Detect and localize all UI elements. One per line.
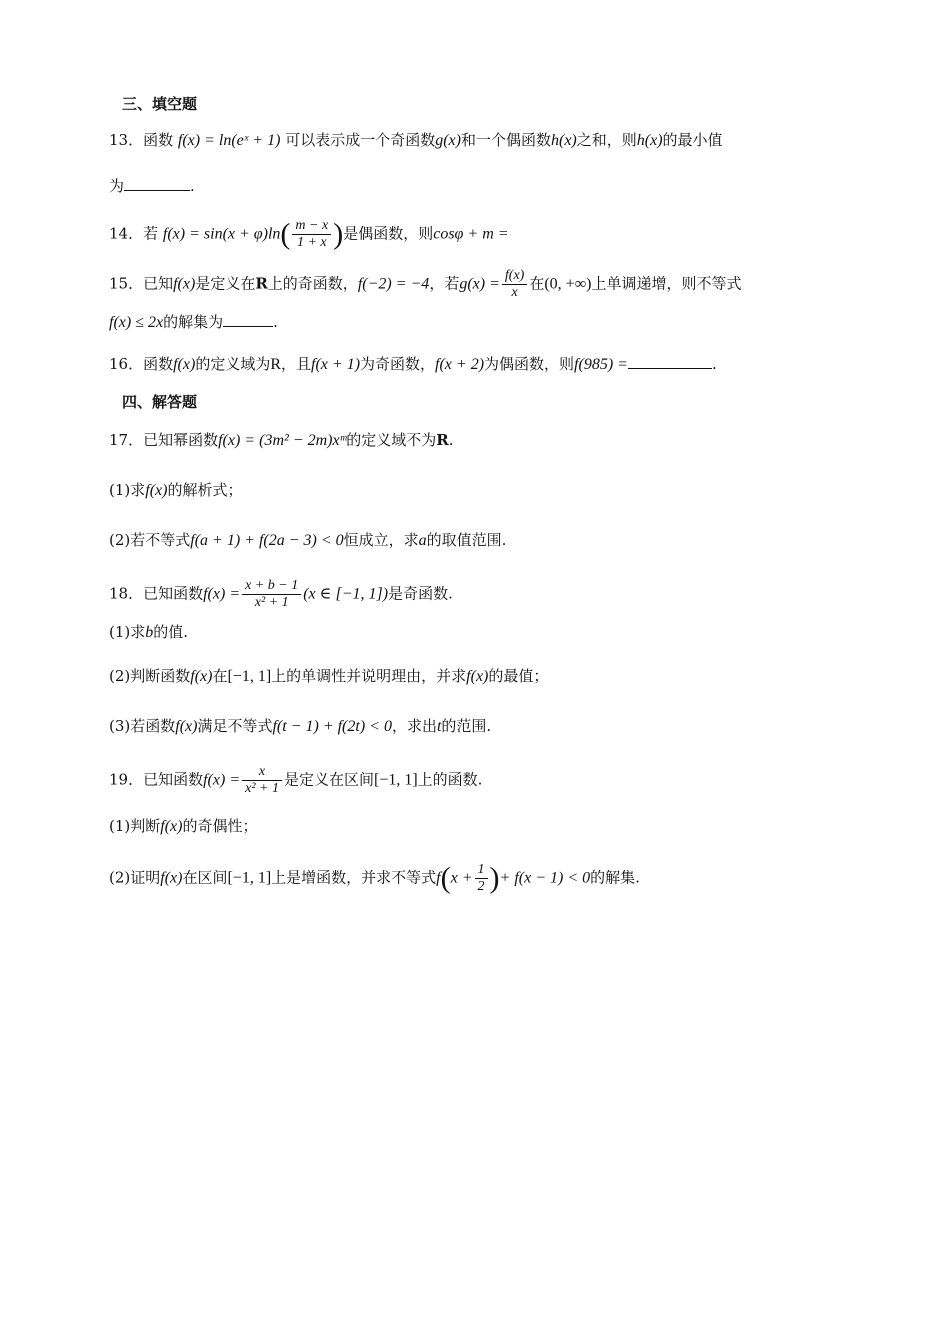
question-15-line1: 15．已知f(x)是定义在R上的奇函数，f(−2) = −4，若g(x) = $\frac{f(x)}{x}$ 在(0, +∞)上单调递增，则不等式 bbox=[109, 268, 742, 300]
question-18-part2: (2)判断函数f(x)在[−1, 1]上的单调性并说明理由，并求f(x)的最值； bbox=[109, 667, 549, 685]
question-17-part2: (2)若不等式f(a + 1) + f(2a − 3) < 0恒成立，求a的取值范围. bbox=[109, 531, 507, 549]
question-17: 17．已知幂函数f(x) = (3m² − 2m)xᵐ的定义域不为R. bbox=[109, 431, 454, 449]
question-18: 18．已知函数f(x) = $\frac{x + b - 1}{\text{x² + 1}}$ (x ∈ [−1, 1])是奇函数. bbox=[109, 578, 453, 610]
answer-blank[interactable] bbox=[223, 312, 273, 327]
question-19-part1: (1)判断f(x)的奇偶性； bbox=[109, 817, 258, 835]
answer-blank[interactable] bbox=[124, 176, 190, 191]
question-14: 14．若 f(x) = sin(x + φ)ln( $\frac{m - x}{1 + x}$ )是偶函数，则cosφ + m = bbox=[109, 217, 509, 251]
fraction: $\frac{m - x}{1 + x}$ bbox=[292, 218, 331, 251]
fraction: $\frac{1}{2}$ bbox=[475, 862, 488, 895]
question-17-part1: (1)求f(x)的解析式； bbox=[109, 481, 243, 499]
fraction: $\frac{x + b - 1}{\text{x² + 1}}$ bbox=[242, 578, 301, 611]
fraction: $\frac{f(x)}{x}$ bbox=[502, 268, 527, 301]
question-19: 19．已知函数f(x) = $\frac{x}{\text{x² + 1}}$ 是定义在区间[−1, 1]上的函数. bbox=[109, 764, 483, 796]
question-16: 16．函数f(x)的定义域为R，且f(x + 1)为奇函数，f(x + 2)为偶函数，则f(985) = . bbox=[109, 355, 717, 373]
question-13-line1: 13．函数 f(x) = ln(eˣ + 1) 可以表示成一个奇函数g(x)和一个偶函数h(x)之和，则h(x)的最小值 bbox=[109, 131, 723, 149]
section-heading-solutions: 四、解答题 bbox=[122, 393, 198, 411]
answer-blank[interactable] bbox=[628, 354, 712, 369]
question-18-part1: (1)求b的值. bbox=[109, 623, 189, 641]
question-18-part3: (3)若函数f(x)满足不等式f(t − 1) + f(2t) < 0，求出t的范围. bbox=[109, 717, 492, 735]
question-13-line2: 为 . bbox=[109, 177, 195, 195]
question-19-part2: (2)证明f(x)在区间[−1, 1]上是增函数，并求不等式f(x + $\frac{1}{2}$ )+ f(x − 1) < 0的解集. bbox=[109, 861, 640, 895]
question-15-line2: f(x) ≤ 2x的解集为 . bbox=[109, 313, 278, 331]
fraction: $\frac{x}{\text{x² + 1}}$ bbox=[242, 764, 282, 797]
section-heading-fill-in: 三、填空题 bbox=[122, 95, 198, 113]
